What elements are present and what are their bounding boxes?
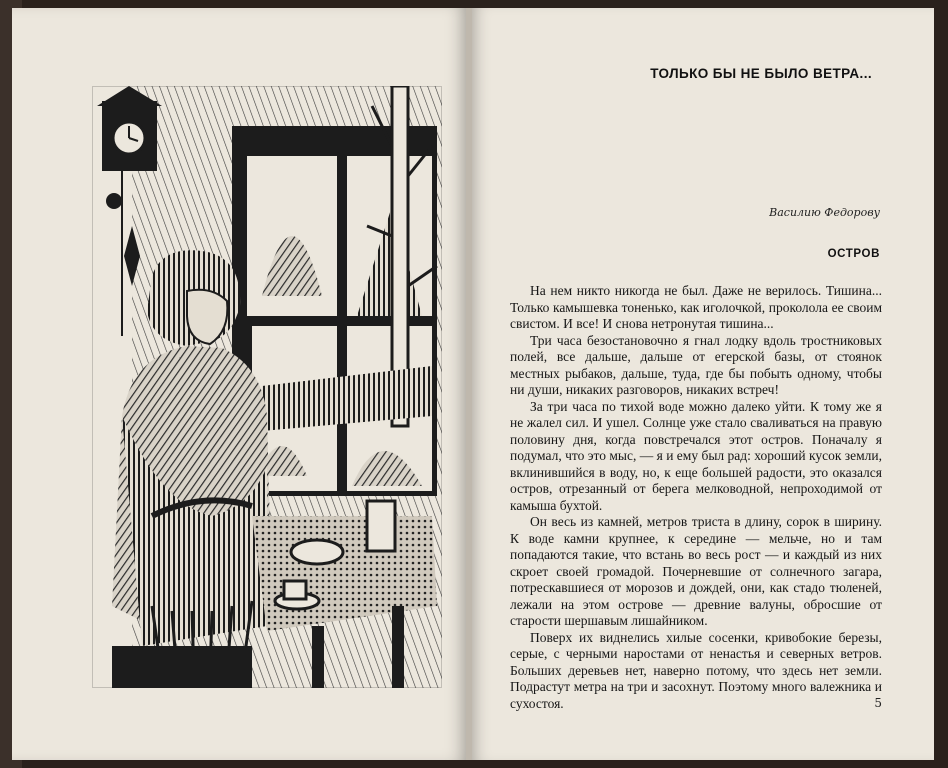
paragraph: Три часа безостановочно я гнал лодку вдоль тростниковых полей, все дальше, дальше от егерской базы, от стоянок местных рыбаков, дальше, туда, где бы побыть одному, чтобы ни души, никаких разговоров, никаких встреч!: [510, 332, 882, 397]
story-body: [510, 283, 882, 712]
page-number: 5: [874, 696, 882, 710]
left-page: [12, 8, 468, 760]
paragraph: За три часа по тихой воде можно далеко уйти. К тому же я не жалел сил. И ушел. Солнце уже стало сваливаться на правую половину дня, когда повстречался этот остров. Поначалу я подумал, что это мыс, — я и ему был рад: хороший кусок земли, вклинившийся в воду, но, к еще большей радости, это оказался остров, отрезанный от берега мелководной, непроходимой от камыша бухтой.: [510, 398, 882, 513]
paragraph: Поверх их виднелись хилые сосенки, кривобокие березы, серые, с черными наростами от ненастья и северных ветров. Больших деревьев нет, наверно потому, что здесь нет земли. Подрастут метра на три и засохнут. Поэтому много валежника и сухостоя.: [510, 629, 882, 711]
paragraph: Он весь из камней, метров триста в длину, сорок в ширину. К воде камни крупнее, к середине — мельче, но и там попадаются такие, что встань во весь рост — и каждый из них скроет своей громадой. Почерневшие от солнечного загара, потрескавшиеся от морозов и дождей, они, как стадо тюленей, лежали на этом острове — древние валуны, обросшие от старости шершавым лишайником.: [510, 514, 882, 628]
dedication: Василию Федорову: [769, 206, 880, 219]
story-title: ТОЛЬКО БЫ НЕ БЫЛО ВЕТРА...: [650, 66, 872, 81]
section-heading: ОСТРОВ: [827, 248, 880, 260]
paragraph: На нем никто никогда не был. Даже не верилось. Тишина... Только камышевка тоненько, как иголочкой, проколола ее своим свистом. И все! И снова нетронутая тишина...: [510, 283, 882, 331]
right-page: [472, 8, 934, 760]
woodcut-woman-at-window-icon: [92, 86, 442, 688]
